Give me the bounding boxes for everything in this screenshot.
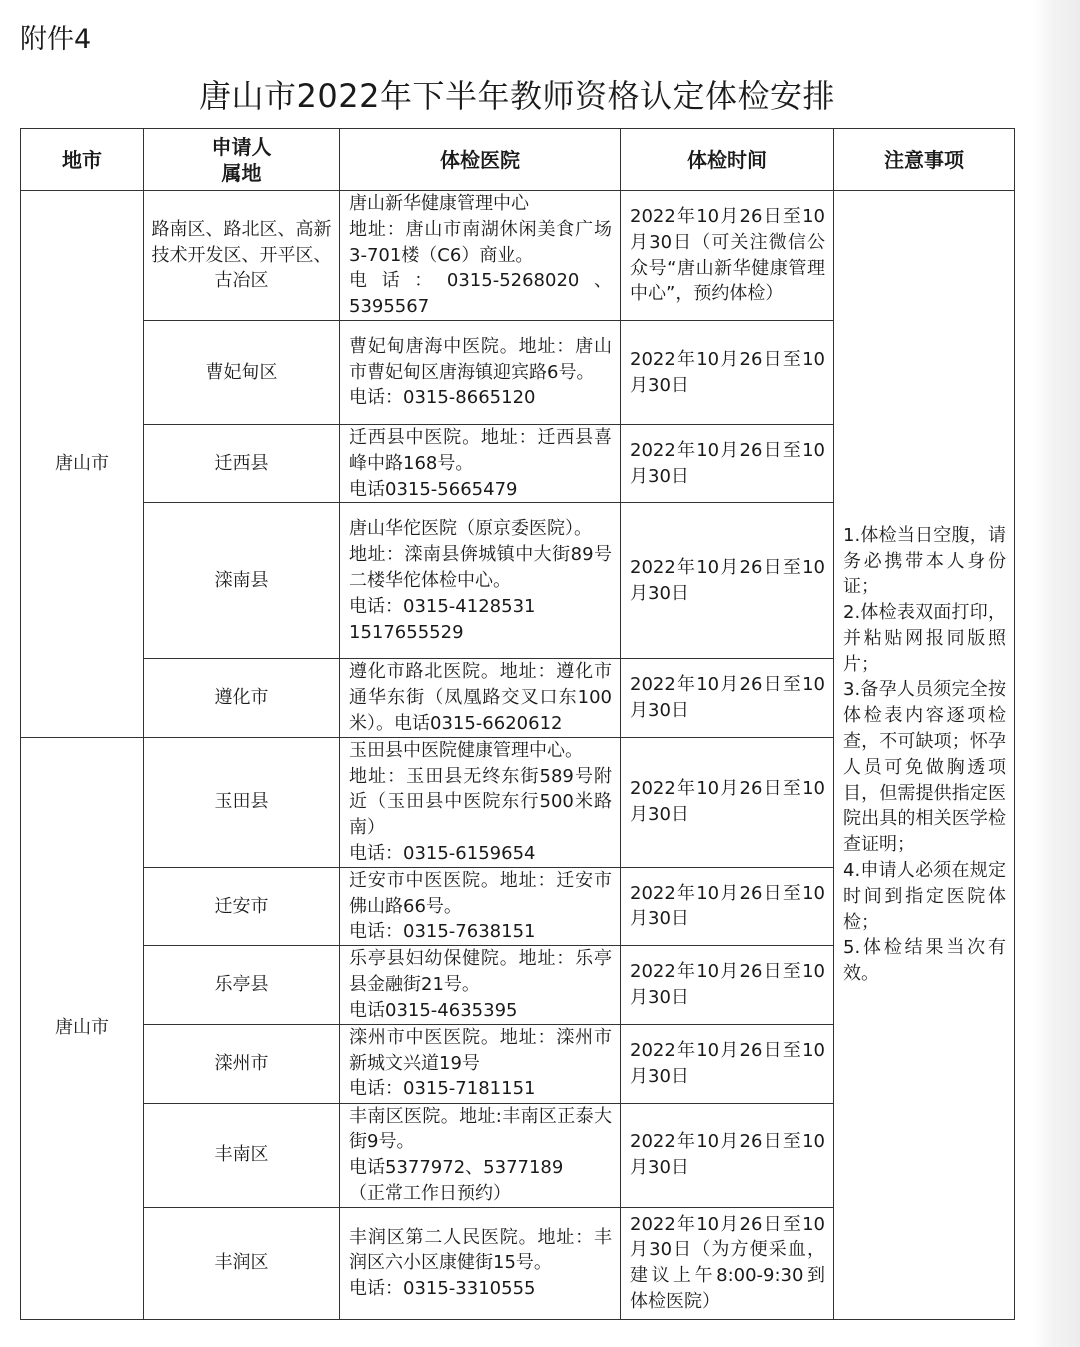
time-cell: 2022年10月26日至10月30日 [621, 425, 834, 503]
city-cell: 唐山市 [21, 737, 144, 1319]
hospital-cell: 丰润区第二人民医院。地址：丰润区六小区康健街15号。 电话：0315-3310555 [340, 1207, 621, 1319]
hospital-cell: 玉田县中医院健康管理中心。 地址：玉田县无终东街589号附近（玉田县中医院东行500米路南） 电话：0315-6159654 [340, 737, 621, 867]
time-cell: 2022年10月26日至10月30日 [621, 659, 834, 737]
time-cell: 2022年10月26日至10月30日 [621, 946, 834, 1024]
exam-schedule-table [20, 128, 1015, 1320]
header-applicant-line2: 属地 [221, 160, 262, 185]
attachment-label: 附件4 [20, 24, 92, 55]
time-cell: 2022年10月26日至10月30日（可关注微信公众号“唐山新华健康管理中心”，预约体检） [621, 191, 834, 321]
area-cell: 滦南县 [144, 503, 340, 659]
time-cell: 2022年10月26日至10月30日 [621, 737, 834, 867]
area-cell: 迁安市 [144, 867, 340, 945]
header-hospital: 体检医院 [340, 129, 621, 191]
header-applicant-area [144, 129, 340, 191]
area-cell: 滦州市 [144, 1024, 340, 1103]
header-applicant-line1: 申请人 [211, 134, 272, 159]
hospital-cell: 曹妃甸唐海中医院。地址：唐山市曹妃甸区唐海镇迎宾路6号。 电话：0315-8665120 [340, 321, 621, 425]
time-cell: 2022年10月26日至10月30日（为方便采血，建议上午8:00-9:30到体检医院） [621, 1207, 834, 1319]
hospital-cell: 唐山新华健康管理中心 地址：唐山市南湖休闲美食广场3-701楼（C6）商业。 电话：0315-5268020、5395567 [340, 191, 621, 321]
table-header-row [21, 129, 1015, 191]
area-cell: 迁西县 [144, 425, 340, 503]
area-cell: 曹妃甸区 [144, 321, 340, 425]
area-cell: 路南区、路北区、高新技术开发区、开平区、古冶区 [144, 191, 340, 321]
area-cell: 丰南区 [144, 1103, 340, 1207]
area-cell: 遵化市 [144, 659, 340, 737]
city-cell: 唐山市 [21, 191, 144, 738]
time-cell: 2022年10月26日至10月30日 [621, 503, 834, 659]
hospital-cell: 乐亭县妇幼保健院。地址：乐亭县金融街21号。 电话0315-4635395 [340, 946, 621, 1024]
area-cell: 乐亭县 [144, 946, 340, 1024]
hospital-cell: 迁安市中医医院。地址：迁安市佛山路66号。 电话：0315-7638151 [340, 867, 621, 945]
area-cell: 丰润区 [144, 1207, 340, 1319]
header-city: 地市 [21, 129, 144, 191]
hospital-cell: 唐山华佗医院（原京委医院）。 地址：滦南县倴城镇中大街89号二楼华佗体检中心。 电话：0315-4128531 1517655529 [340, 503, 621, 659]
hospital-cell: 迁西县中医院。地址：迁西县喜峰中路168号。 电话0315-5665479 [340, 425, 621, 503]
header-time: 体检时间 [621, 129, 834, 191]
document-title: 唐山市2022年下半年教师资格认定体检安排 [199, 77, 835, 115]
table-row [21, 191, 1015, 321]
time-cell: 2022年10月26日至10月30日 [621, 1024, 834, 1103]
hospital-cell: 丰南区医院。地址:丰南区正泰大街9号。 电话5377972、5377189 （正常工作日预约） [340, 1103, 621, 1207]
notes-cell: 1.体检当日空腹，请务必携带本人身份证； 2.体检表双面打印，并粘贴网报同版照片； 3.备孕人员须完全按体检表内容逐项检查，不可缺项；怀孕人员可免做胸透项目，但需提供指定医院出具的相关医学检查证明； 4.申请人必须在规定时间到指定医院体检； 5.体检结果当次有效。 [834, 191, 1015, 1320]
header-notes: 注意事项 [834, 129, 1015, 191]
area-cell: 玉田县 [144, 737, 340, 867]
time-cell: 2022年10月26日至10月30日 [621, 321, 834, 425]
page-edge-shadow [1034, 0, 1080, 1347]
time-cell: 2022年10月26日至10月30日 [621, 1103, 834, 1207]
hospital-cell: 遵化市路北医院。地址：遵化市通华东街（凤凰路交叉口东100米）。电话0315-6620612 [340, 659, 621, 737]
hospital-cell: 滦州市中医医院。地址：滦州市新城文兴道19号 电话：0315-7181151 [340, 1024, 621, 1103]
time-cell: 2022年10月26日至10月30日 [621, 867, 834, 945]
